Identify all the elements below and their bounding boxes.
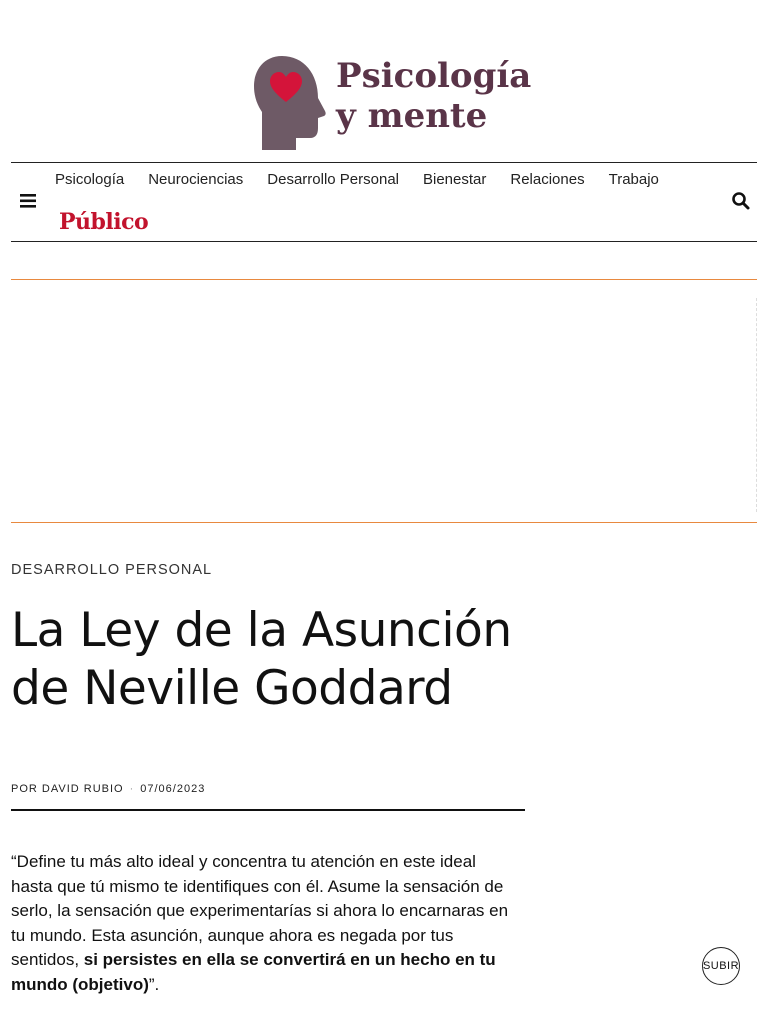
article-intro-quote: [11, 850, 511, 997]
quote-emphasis: si persistes en ella se convertirá en un hecho en tu mundo (objetivo): [11, 950, 496, 994]
logo-wordmark: Psicología y mente: [336, 56, 532, 136]
ad-frame-edge: [756, 298, 757, 512]
search-icon[interactable]: [731, 191, 751, 211]
article-date: 07/06/2023: [140, 783, 206, 795]
nav-link-neurociencias[interactable]: Neurociencias: [148, 171, 244, 188]
nav-links: [55, 171, 683, 188]
article-category[interactable]: DESARROLLO PERSONAL: [11, 562, 213, 578]
article-author[interactable]: POR DAVID RUBIO: [11, 783, 124, 795]
article-title: La Ley de la Asunción de Neville Goddard: [11, 603, 512, 716]
nav-link-bienestar[interactable]: Bienestar: [423, 171, 487, 188]
main-nav: [11, 162, 757, 242]
nav-link-trabajo[interactable]: Trabajo: [608, 171, 659, 188]
nav-link-relaciones[interactable]: Relaciones: [510, 171, 585, 188]
quote-text: “Define tu más alto ideal y concentra tu atención en este ideal hasta que tú mismo te identifiques con él. Asume la sensación de serlo, la sensación que experimentarías si ahora lo encarnaras en tu mundo. Esta asunción, aunque ahora es negada por tus sentidos,: [11, 852, 509, 969]
head-heart-icon: [252, 54, 328, 150]
article-meta: [11, 783, 205, 795]
title-divider: [11, 809, 525, 811]
meta-separator: ·: [129, 783, 135, 795]
ad-border-bottom: [11, 522, 757, 523]
nav-link-psicologia[interactable]: Psicología: [55, 171, 125, 188]
ad-border-top: [11, 279, 757, 280]
quote-end: ”.: [148, 974, 160, 994]
hamburger-icon[interactable]: [20, 193, 37, 213]
publico-logo[interactable]: Público: [59, 209, 149, 235]
back-to-top-button[interactable]: SUBIR: [702, 947, 740, 985]
nav-link-desarrollo-personal[interactable]: Desarrollo Personal: [267, 171, 399, 188]
site-logo[interactable]: [252, 54, 532, 152]
